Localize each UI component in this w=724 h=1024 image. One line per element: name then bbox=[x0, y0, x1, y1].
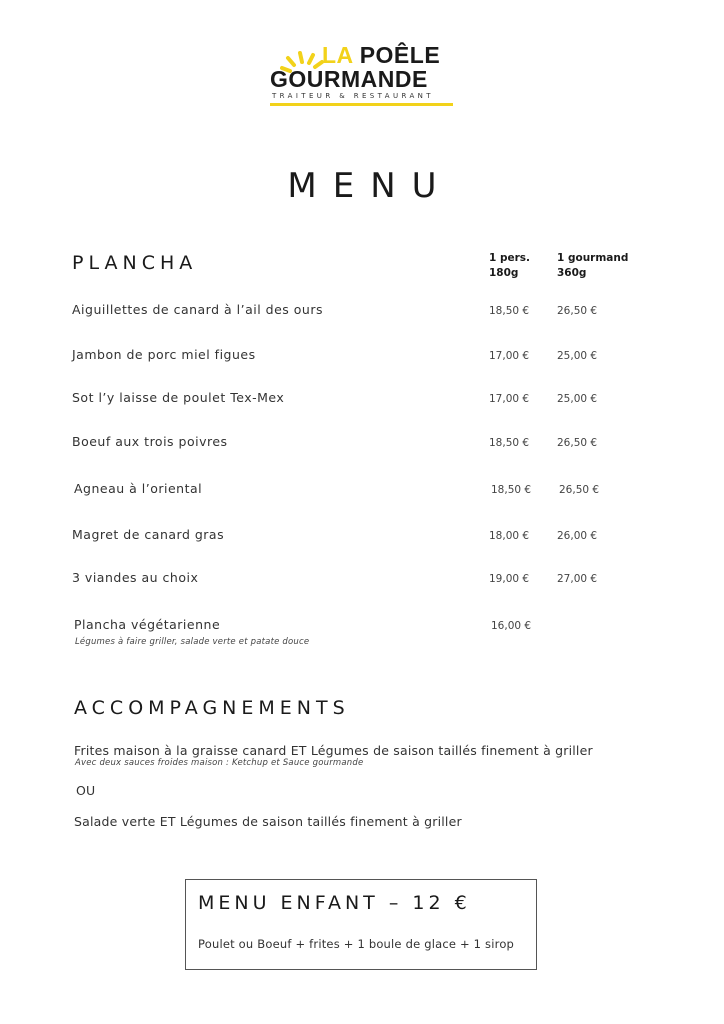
column-header-2-line1: 1 gourmand bbox=[557, 252, 629, 264]
menu-item-note: Légumes à faire griller, salade verte et patate douce bbox=[75, 637, 310, 647]
menu-item-name: Sot l’y laisse de poulet Tex-Mex bbox=[72, 390, 285, 405]
menu-item-name: Boeuf aux trois poivres bbox=[72, 434, 228, 449]
menu-item-name: Jambon de porc miel figues bbox=[72, 347, 256, 362]
logo-poele: POÊLE bbox=[359, 42, 441, 68]
menu-item-price-single: 18,50 € bbox=[491, 484, 532, 496]
menu-item-price-gourmand: 25,00 € bbox=[557, 393, 598, 405]
menu-item-price-single: 16,00 € bbox=[491, 620, 532, 632]
menu-item-name: Aiguillettes de canard à l’ail des ours bbox=[72, 302, 324, 317]
logo-la: LA bbox=[322, 42, 353, 68]
menu-item-price-single: 18,50 € bbox=[489, 437, 530, 449]
kids-menu-title: MENU ENFANT – 12 € bbox=[198, 892, 471, 914]
menu-item-price-gourmand: 26,50 € bbox=[559, 484, 600, 496]
page-title: MENU bbox=[287, 166, 453, 206]
menu-item-name: Agneau à l’oriental bbox=[74, 481, 203, 496]
kids-menu-box bbox=[185, 879, 537, 970]
column-header-1-line1: 1 pers. bbox=[489, 252, 531, 264]
column-header-gourmand bbox=[557, 251, 628, 281]
logo-underline bbox=[270, 103, 453, 106]
side-option-1: Frites maison à la graisse canard ET Légumes de saison taillés finement à griller bbox=[74, 743, 593, 758]
menu-item-price-single: 19,00 € bbox=[489, 573, 530, 585]
menu-item-name: 3 viandes au choix bbox=[72, 570, 199, 585]
logo-tagline: TRAITEUR & RESTAURANT bbox=[272, 92, 434, 100]
menu-item-name: Plancha végétarienne bbox=[74, 617, 221, 632]
restaurant-logo bbox=[270, 42, 460, 108]
logo-line-1 bbox=[322, 42, 440, 69]
section-title-plancha: PLANCHA bbox=[72, 252, 198, 274]
menu-item-price-single: 17,00 € bbox=[489, 350, 530, 362]
menu-item-price-single: 18,50 € bbox=[489, 305, 530, 317]
column-header-1-pers bbox=[489, 251, 530, 281]
side-option-2: Salade verte ET Légumes de saison taillés finement à griller bbox=[74, 814, 462, 829]
column-header-1-line2: 180g bbox=[489, 267, 519, 279]
menu-item-price-gourmand: 25,00 € bbox=[557, 350, 598, 362]
menu-item-price-single: 18,00 € bbox=[489, 530, 530, 542]
kids-menu-description: Poulet ou Boeuf + frites + 1 boule de glace + 1 sirop bbox=[198, 937, 515, 951]
menu-item-price-gourmand: 26,00 € bbox=[557, 530, 598, 542]
menu-item-name: Magret de canard gras bbox=[72, 527, 225, 542]
logo-line-2: GOURMANDE bbox=[270, 66, 428, 92]
column-header-2-line2: 360g bbox=[557, 267, 587, 279]
menu-item-price-gourmand: 26,50 € bbox=[557, 305, 598, 317]
side-option-1-note: Avec deux sauces froides maison : Ketchup et Sauce gourmande bbox=[75, 758, 364, 768]
menu-item-price-gourmand: 27,00 € bbox=[557, 573, 598, 585]
menu-item-price-gourmand: 26,50 € bbox=[557, 437, 598, 449]
menu-item-price-single: 17,00 € bbox=[489, 393, 530, 405]
side-or-separator: OU bbox=[76, 783, 96, 798]
section-title-accompagnements: ACCOMPAGNEMENTS bbox=[74, 697, 350, 719]
